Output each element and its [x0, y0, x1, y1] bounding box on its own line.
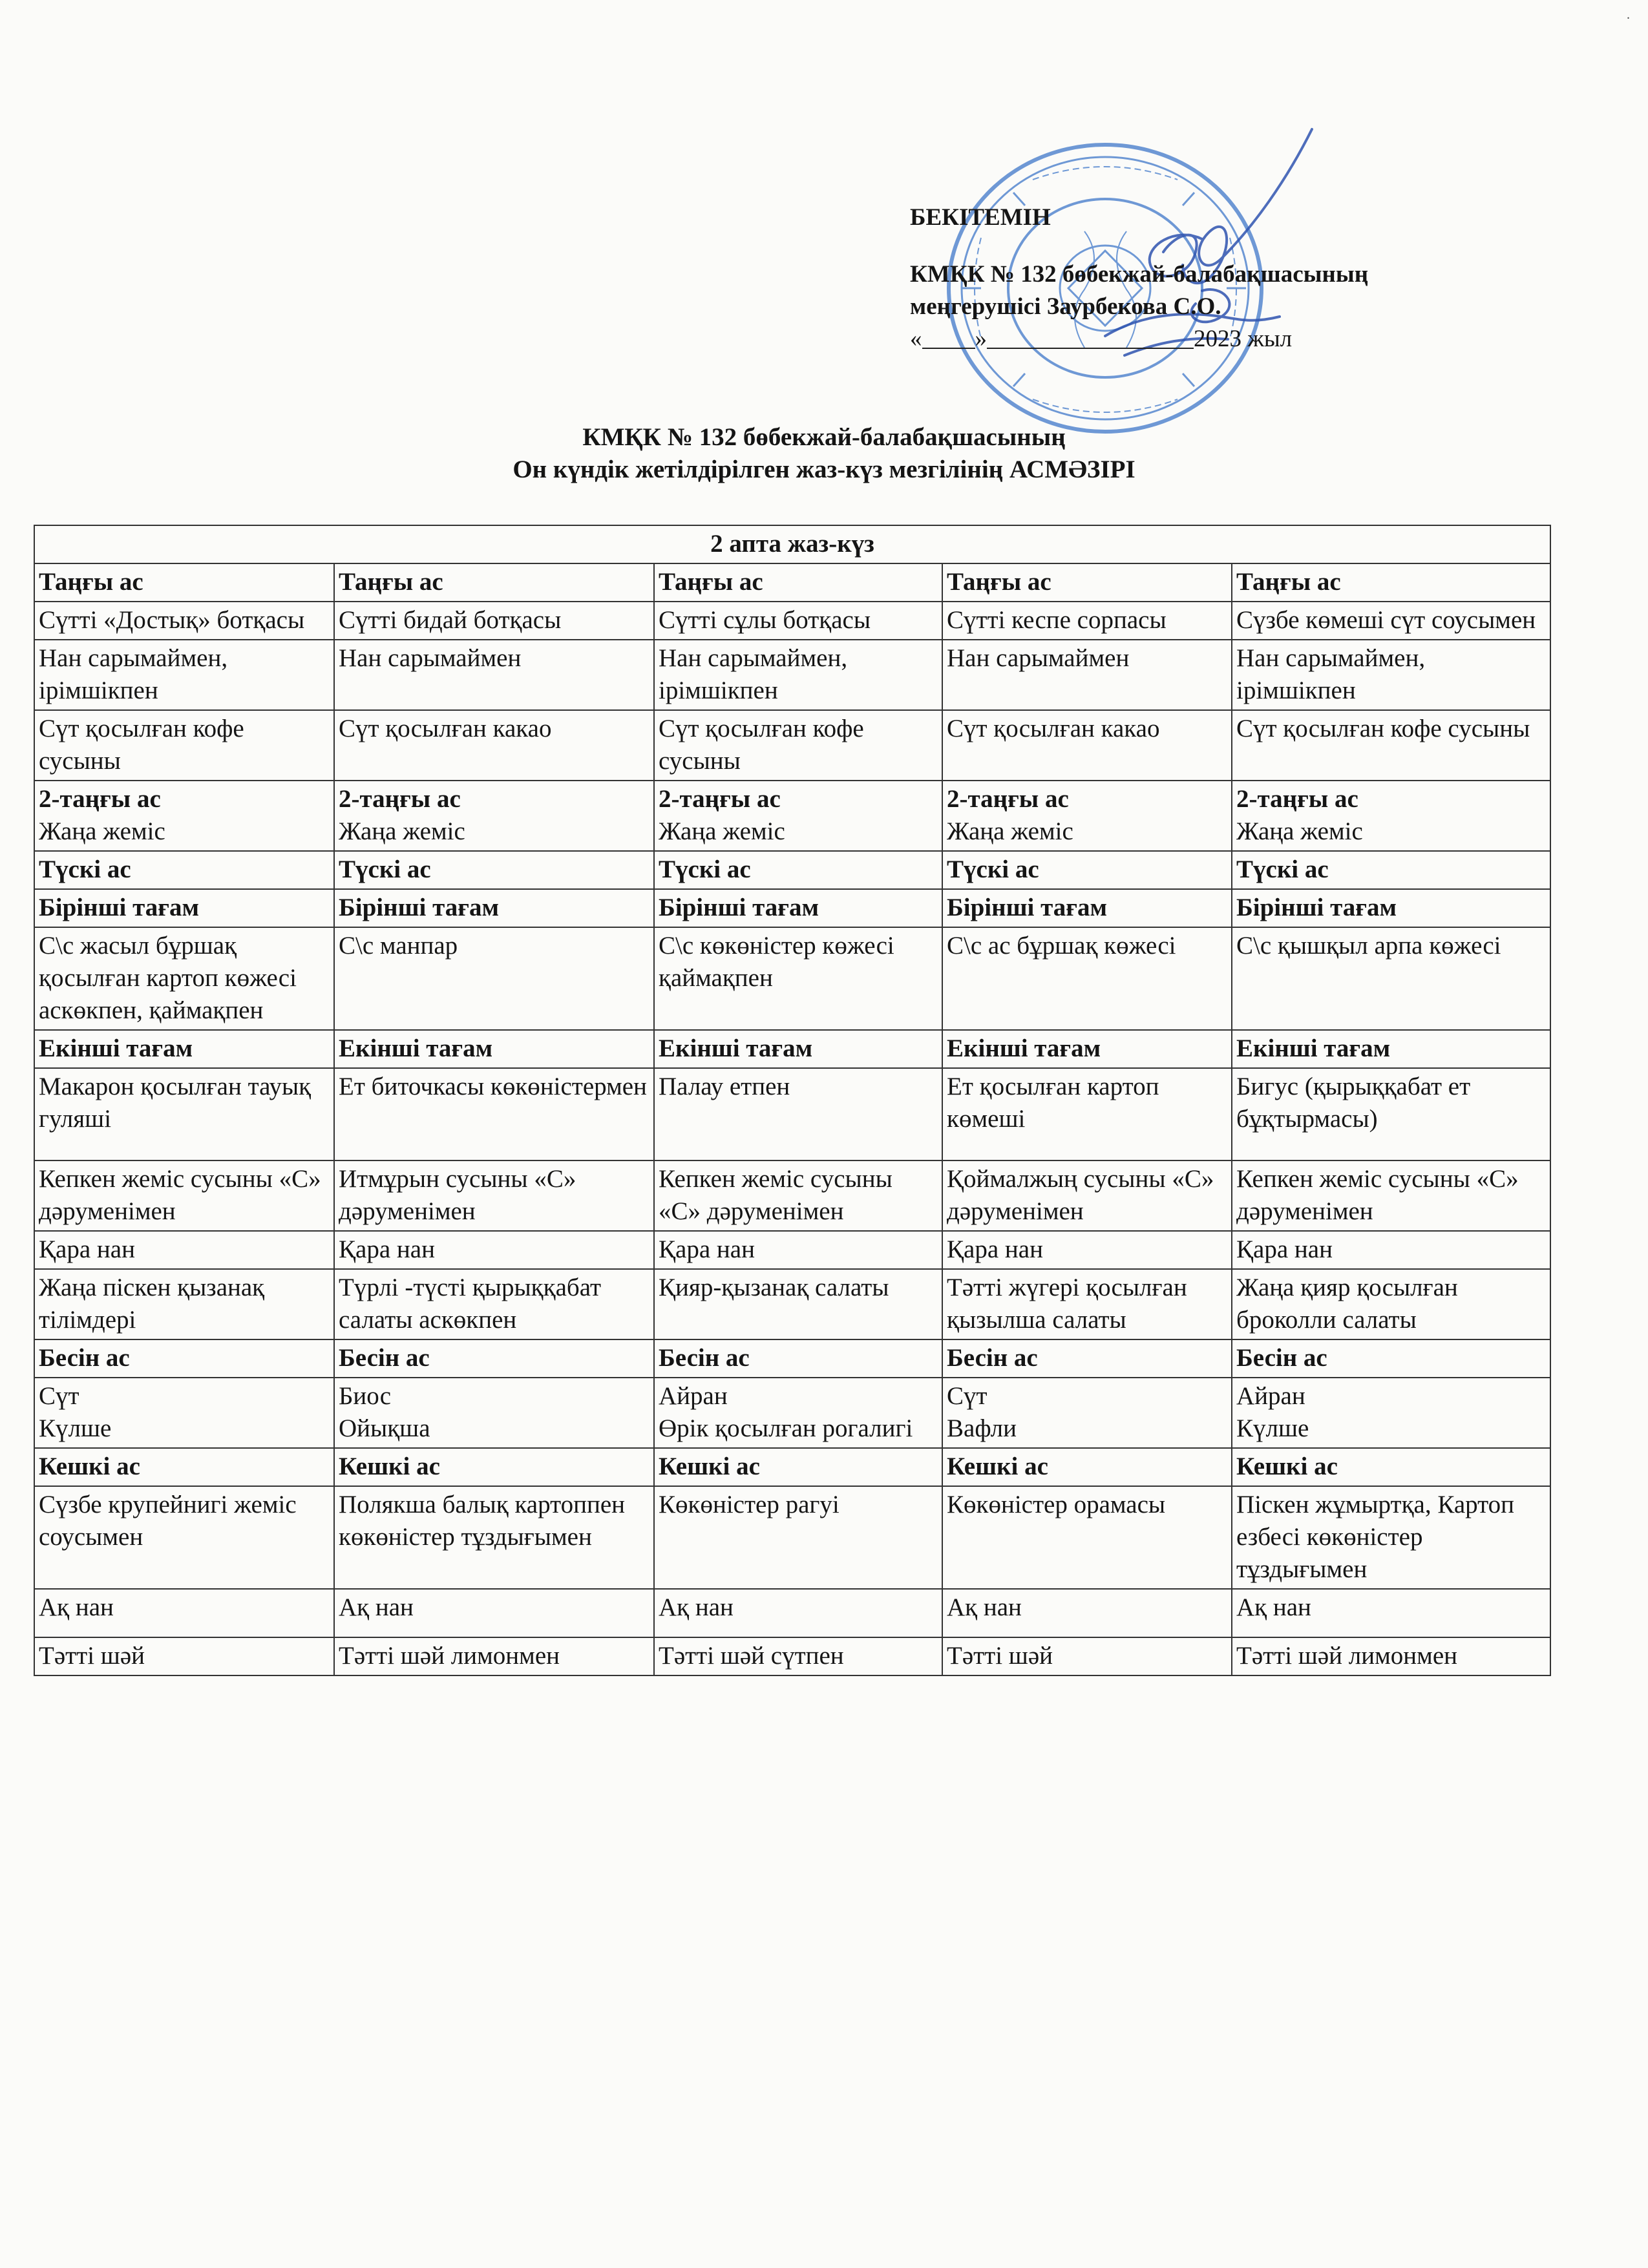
- section-header-row: [34, 781, 1550, 851]
- menu-item: С\с ас бұршақ көжесі: [947, 932, 1176, 960]
- meal-label: 2-таңғы ас: [947, 785, 1069, 813]
- menu-cell: [34, 1068, 334, 1160]
- meal-label: Бесін ас: [947, 1344, 1038, 1372]
- menu-cell: [654, 1378, 942, 1448]
- menu-item: Жаңа жеміс: [947, 817, 1073, 845]
- section-header-cell: [34, 1448, 334, 1486]
- section-header-cell: [942, 851, 1232, 889]
- menu-item: Жаңа жеміс: [339, 817, 465, 845]
- menu-item: Тәтті шәй: [947, 1642, 1053, 1670]
- menu-item: Сүтті «Достық» ботқасы: [39, 606, 305, 634]
- menu-item-line: Сүт: [947, 1382, 988, 1410]
- title-line-1: КМҚК № 132 бөбекжай-балабақшасының: [582, 423, 1066, 451]
- section-header-cell: [654, 889, 942, 927]
- menu-item: Ет биточкасы көкөністермен: [339, 1073, 647, 1100]
- approve-org-line-2: меңгерушісі Заурбекова С.О.: [910, 293, 1221, 320]
- menu-item: Тәтті шәй лимонмен: [339, 1642, 560, 1670]
- section-header-cell: [1232, 851, 1550, 889]
- menu-cell: [942, 1269, 1232, 1339]
- date-open-quote: «: [910, 326, 922, 352]
- menu-item: Кепкен жеміс сусыны «С» дәруменімен: [1236, 1165, 1519, 1225]
- menu-cell: [34, 710, 334, 781]
- meal-label: 2-таңғы ас: [659, 785, 781, 813]
- menu-cell: [942, 1589, 1232, 1637]
- meal-label: Таңғы ас: [947, 568, 1051, 596]
- menu-cell: [1232, 1269, 1550, 1339]
- table-row: [34, 1068, 1550, 1160]
- section-header-cell: [1232, 1339, 1550, 1378]
- section-header-cell: [1232, 563, 1550, 602]
- corner-mark: .: [1627, 8, 1630, 22]
- section-header-cell: [334, 1448, 654, 1486]
- section-header-cell: [34, 563, 334, 602]
- menu-cell: [942, 1486, 1232, 1589]
- meal-label: Бесін ас: [39, 1344, 130, 1372]
- menu-item: Қара нан: [947, 1235, 1043, 1263]
- menu-cell: [1232, 1231, 1550, 1269]
- menu-cell: [34, 602, 334, 640]
- menu-cell: [654, 640, 942, 710]
- menu-cell: [654, 1269, 942, 1339]
- menu-cell: [34, 1378, 334, 1448]
- menu-cell: [334, 1231, 654, 1269]
- table-row: [34, 602, 1550, 640]
- date-month-blank: [987, 324, 1194, 349]
- menu-cell: [34, 640, 334, 710]
- menu-item: Тәтті шәй: [39, 1642, 145, 1670]
- menu-cell: [942, 710, 1232, 781]
- table-row: [34, 1160, 1550, 1231]
- menu-item: Кепкен жеміс сусыны «С» дәруменімен: [39, 1165, 321, 1225]
- menu-item: Тәтті жүгері қосылған қызылша салаты: [947, 1274, 1187, 1334]
- menu-cell: [334, 710, 654, 781]
- meal-label: Таңғы ас: [1236, 568, 1341, 596]
- approve-title: БЕКІТЕМІН: [910, 204, 1051, 231]
- menu-cell: [34, 1637, 334, 1675]
- menu-cell: [1232, 927, 1550, 1030]
- section-header-cell: [34, 889, 334, 927]
- meal-label: Түскі ас: [659, 856, 751, 883]
- menu-item-line: Ойықша: [339, 1414, 430, 1442]
- menu-cell: [334, 1637, 654, 1675]
- approval-block: [910, 202, 1440, 355]
- menu-item: Сүт қосылған какао: [339, 715, 552, 742]
- section-header-row: [34, 1448, 1550, 1486]
- menu-item: С\с көкөністер көжесі қаймақпен: [659, 932, 894, 992]
- menu-item: Ақ нан: [659, 1593, 734, 1621]
- menu-item-line: Биос: [339, 1382, 392, 1410]
- section-header-cell: [654, 563, 942, 602]
- menu-item: Ақ нан: [39, 1593, 114, 1621]
- menu-item: Нан сарымаймен, ірімшікпен: [659, 644, 848, 704]
- menu-cell: [942, 1637, 1232, 1675]
- menu-item: Ақ нан: [947, 1593, 1022, 1621]
- menu-item: Нан сарымаймен, ірімшікпен: [39, 644, 228, 704]
- menu-item: Қара нан: [1236, 1235, 1333, 1263]
- menu-cell: [34, 927, 334, 1030]
- section-header-cell: [654, 1448, 942, 1486]
- meal-label: Түскі ас: [947, 856, 1039, 883]
- section-header-cell: [654, 781, 942, 851]
- menu-item: С\с манпар: [339, 932, 458, 960]
- menu-cell: [334, 1068, 654, 1160]
- week-title-row: [34, 525, 1550, 563]
- menu-cell: [654, 710, 942, 781]
- menu-cell: [1232, 1068, 1550, 1160]
- menu-item: Сүтті бидай ботқасы: [339, 606, 562, 634]
- menu-item: Сүт қосылған кофе сусыны: [659, 715, 864, 775]
- menu-item: Жаңа қияр қосылған броколли салаты: [1236, 1274, 1458, 1334]
- menu-item: Сүт қосылған кофе сусыны: [1236, 715, 1530, 742]
- section-header-cell: [334, 563, 654, 602]
- menu-item: Итмұрын сусыны «С» дәруменімен: [339, 1165, 576, 1225]
- meal-label: Кешкі ас: [947, 1453, 1048, 1480]
- menu-cell: [1232, 1589, 1550, 1637]
- title-line-2: Он күндік жетілдірілген жаз-күз мезгілінің АСМӘЗІРІ: [512, 456, 1136, 483]
- menu-item: Нан сарымаймен: [947, 644, 1130, 672]
- section-header-row: [34, 889, 1550, 927]
- menu-item: Сүтті сұлы ботқасы: [659, 606, 871, 634]
- table-row: [34, 710, 1550, 781]
- meal-label: Бесін ас: [339, 1344, 430, 1372]
- meal-label: Таңғы ас: [339, 568, 443, 596]
- menu-cell: [334, 1160, 654, 1231]
- menu-cell: [654, 602, 942, 640]
- table-row: [34, 640, 1550, 710]
- section-header-cell: [34, 1030, 334, 1068]
- meal-label: Бесін ас: [1236, 1344, 1327, 1372]
- menu-cell: [942, 640, 1232, 710]
- menu-item-line: Күлше: [1236, 1414, 1309, 1442]
- menu-item-line: Күлше: [39, 1414, 112, 1442]
- meal-label: Таңғы ас: [659, 568, 763, 596]
- table-row: [34, 1231, 1550, 1269]
- menu-cell: [34, 1231, 334, 1269]
- menu-cell: [942, 1160, 1232, 1231]
- menu-cell: [654, 1486, 942, 1589]
- section-header-cell: [942, 1339, 1232, 1378]
- document-title: [0, 421, 1648, 486]
- menu-item: Кепкен жеміс сусыны «С» дәруменімен: [659, 1165, 893, 1225]
- menu-item: Сүт қосылған какао: [947, 715, 1160, 742]
- menu-item: Жаңа жеміс: [1236, 817, 1363, 845]
- section-header-row: [34, 1030, 1550, 1068]
- section-header-cell: [34, 781, 334, 851]
- meal-label: Таңғы ас: [39, 568, 143, 596]
- menu-item: Қара нан: [339, 1235, 435, 1263]
- date-day-blank: [922, 324, 975, 349]
- menu-cell: [654, 1637, 942, 1675]
- section-header-cell: [942, 781, 1232, 851]
- menu-item: Піскен жұмыртқа, Картоп езбесі көкөністер тұздығымен: [1236, 1491, 1515, 1583]
- menu-cell: [334, 602, 654, 640]
- menu-item-line: Айран: [1236, 1382, 1305, 1410]
- menu-cell: [334, 1589, 654, 1637]
- section-header-cell: [334, 1030, 654, 1068]
- menu-cell: [334, 1486, 654, 1589]
- section-header-cell: [942, 563, 1232, 602]
- meal-label: Бірінші тағам: [39, 894, 200, 921]
- table-row: [34, 1486, 1550, 1589]
- menu-item: Макарон қосылған тауық гуляші: [39, 1073, 312, 1133]
- table-row: [34, 927, 1550, 1030]
- date-close-quote: »: [975, 326, 987, 352]
- section-header-row: [34, 563, 1550, 602]
- menu-table: [34, 525, 1551, 1676]
- section-header-cell: [654, 1030, 942, 1068]
- section-header-cell: [334, 781, 654, 851]
- menu-cell: [334, 1269, 654, 1339]
- menu-item: Қоймалжың сусыны «С» дәруменімен: [947, 1165, 1214, 1225]
- menu-item: Сүзбе көмеші сүт соусымен: [1236, 606, 1536, 634]
- meal-label: Екінші тағам: [339, 1034, 493, 1062]
- menu-item: Жаңа жеміс: [659, 817, 785, 845]
- menu-cell: [654, 1231, 942, 1269]
- table-row: [34, 1637, 1550, 1675]
- menu-cell: [654, 1160, 942, 1231]
- menu-item: Қара нан: [39, 1235, 135, 1263]
- section-header-cell: [34, 851, 334, 889]
- menu-item: С\с жасыл бұршақ қосылған картоп көжесі аскөкпен, қаймақпен: [39, 932, 297, 1024]
- approve-date: [910, 323, 1440, 355]
- meal-label: Екінші тағам: [39, 1034, 193, 1062]
- menu-cell: [334, 1378, 654, 1448]
- meal-label: Бірінші тағам: [947, 894, 1108, 921]
- menu-item: Палау етпен: [659, 1073, 790, 1100]
- menu-item: Тәтті шәй лимонмен: [1236, 1642, 1458, 1670]
- menu-item: Жаңа жеміс: [39, 817, 165, 845]
- menu-cell: [942, 602, 1232, 640]
- menu-item-line: Айран: [659, 1382, 728, 1410]
- menu-item: Көкөністер орамасы: [947, 1491, 1166, 1518]
- section-header-cell: [1232, 889, 1550, 927]
- menu-cell: [654, 1589, 942, 1637]
- section-header-row: [34, 1339, 1550, 1378]
- menu-cell: [1232, 1378, 1550, 1448]
- meal-label: Екінші тағам: [947, 1034, 1101, 1062]
- section-header-cell: [334, 1339, 654, 1378]
- menu-cell: [34, 1589, 334, 1637]
- meal-label: 2-таңғы ас: [1236, 785, 1358, 813]
- menu-cell: [334, 927, 654, 1030]
- meal-label: Кешкі ас: [1236, 1453, 1338, 1480]
- meal-label: Бірінші тағам: [1236, 894, 1397, 921]
- menu-cell: [1232, 1637, 1550, 1675]
- section-header-cell: [334, 889, 654, 927]
- menu-item: Ақ нан: [339, 1593, 414, 1621]
- menu-cell: [654, 1068, 942, 1160]
- section-header-cell: [654, 851, 942, 889]
- menu-item: Нан сарымаймен, ірімшікпен: [1236, 644, 1426, 704]
- menu-cell: [34, 1486, 334, 1589]
- menu-item: Сүт қосылған кофе сусыны: [39, 715, 244, 775]
- menu-item: С\с қышқыл арпа көжесі: [1236, 932, 1501, 960]
- section-header-cell: [654, 1339, 942, 1378]
- menu-item: Полякша балық картоппен көкөністер тұздығымен: [339, 1491, 626, 1551]
- section-header-cell: [1232, 1030, 1550, 1068]
- meal-label: Бірінші тағам: [339, 894, 500, 921]
- menu-item: Түрлі -түсті қырыққабат салаты аскөкпен: [339, 1274, 602, 1334]
- meal-label: Кешкі ас: [339, 1453, 440, 1480]
- meal-label: Кешкі ас: [39, 1453, 140, 1480]
- section-header-cell: [942, 889, 1232, 927]
- menu-item: Жаңа піскен қызанақ тілімдері: [39, 1274, 265, 1334]
- meal-label: Түскі ас: [339, 856, 431, 883]
- date-year: 2023 жыл: [1194, 326, 1293, 352]
- menu-item: Нан сарымаймен: [339, 644, 522, 672]
- menu-cell: [34, 1160, 334, 1231]
- meal-label: Бірінші тағам: [659, 894, 819, 921]
- menu-item: Тәтті шәй сүтпен: [659, 1642, 844, 1670]
- menu-cell: [1232, 1486, 1550, 1589]
- meal-label: 2-таңғы ас: [39, 785, 161, 813]
- menu-item: Сүзбе крупейнигі жеміс соусымен: [39, 1491, 297, 1551]
- menu-item: Қияр-қызанақ салаты: [659, 1274, 889, 1301]
- meal-label: Бесін ас: [659, 1344, 750, 1372]
- week-title: 2 апта жаз-күз: [34, 525, 1550, 563]
- section-header-row: [34, 851, 1550, 889]
- section-header-cell: [942, 1448, 1232, 1486]
- menu-item: Бигус (қырыққабат ет бұқтырмасы): [1236, 1073, 1471, 1133]
- section-header-cell: [942, 1030, 1232, 1068]
- meal-label: Түскі ас: [39, 856, 131, 883]
- menu-cell: [1232, 602, 1550, 640]
- menu-item: Көкөністер рагуі: [659, 1491, 840, 1518]
- table-row: [34, 1269, 1550, 1339]
- table-row: [34, 1589, 1550, 1637]
- menu-cell: [1232, 1160, 1550, 1231]
- menu-item-line: Вафли: [947, 1414, 1017, 1442]
- menu-cell: [942, 927, 1232, 1030]
- menu-item: Қара нан: [659, 1235, 755, 1263]
- menu-cell: [942, 1231, 1232, 1269]
- menu-item: Ет қосылған картоп көмеші: [947, 1073, 1159, 1133]
- menu-cell: [1232, 640, 1550, 710]
- menu-cell: [654, 927, 942, 1030]
- menu-item-line: Өрік қосылған рогалигі: [659, 1414, 913, 1442]
- section-header-cell: [1232, 781, 1550, 851]
- menu-item: Ақ нан: [1236, 1593, 1311, 1621]
- table-row: [34, 1378, 1550, 1448]
- meal-label: Түскі ас: [1236, 856, 1329, 883]
- section-header-cell: [334, 851, 654, 889]
- meal-label: 2-таңғы ас: [339, 785, 461, 813]
- meal-label: Кешкі ас: [659, 1453, 760, 1480]
- meal-label: Екінші тағам: [659, 1034, 813, 1062]
- meal-label: Екінші тағам: [1236, 1034, 1391, 1062]
- menu-item-line: Сүт: [39, 1382, 79, 1410]
- menu-cell: [942, 1068, 1232, 1160]
- approve-org-line-1: КМҚК № 132 бөбекжай-балабақшасының: [910, 261, 1369, 288]
- menu-cell: [942, 1378, 1232, 1448]
- menu-item: Сүтті кеспе сорпасы: [947, 606, 1167, 634]
- menu-cell: [334, 640, 654, 710]
- section-header-cell: [1232, 1448, 1550, 1486]
- section-header-cell: [34, 1339, 334, 1378]
- menu-cell: [1232, 710, 1550, 781]
- menu-cell: [34, 1269, 334, 1339]
